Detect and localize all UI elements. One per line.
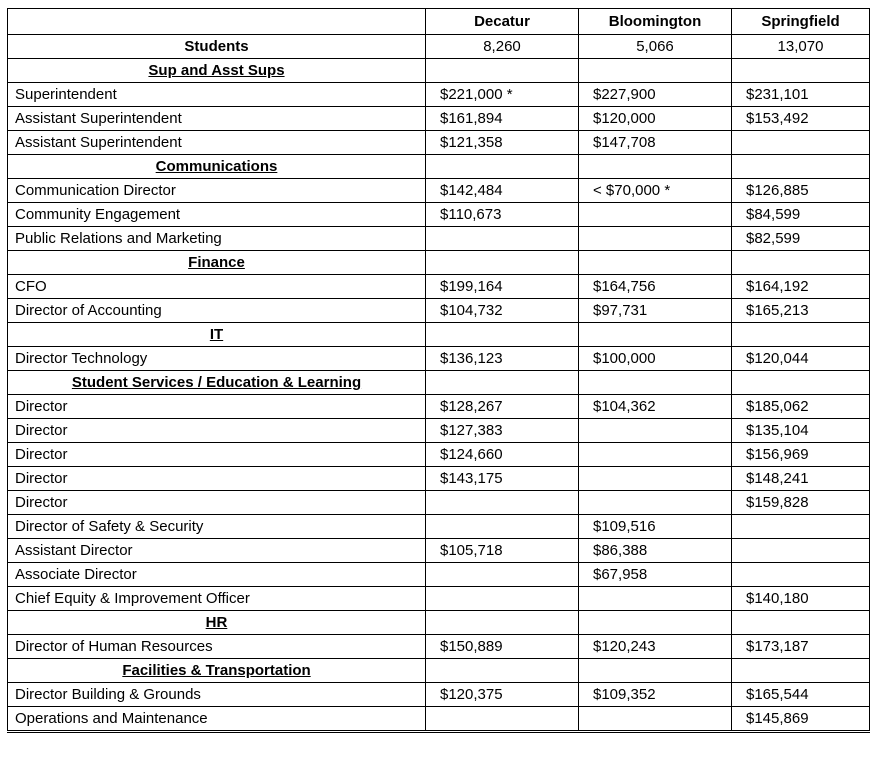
value-cell bbox=[426, 659, 579, 683]
value-cell: $127,383 bbox=[426, 419, 579, 443]
row-label: Assistant Director bbox=[8, 539, 426, 563]
salary-comparison-table bbox=[7, 8, 870, 733]
value-cell: 13,070 bbox=[732, 35, 870, 59]
value-cell bbox=[579, 443, 732, 467]
value-cell bbox=[426, 323, 579, 347]
value-cell: 5,066 bbox=[579, 35, 732, 59]
value-cell: $84,599 bbox=[732, 203, 870, 227]
value-cell bbox=[426, 491, 579, 515]
value-cell bbox=[732, 251, 870, 275]
value-cell: $120,000 bbox=[579, 107, 732, 131]
header-decatur: Decatur bbox=[426, 9, 579, 35]
table-body bbox=[8, 9, 870, 732]
value-cell: $105,718 bbox=[426, 539, 579, 563]
value-cell bbox=[732, 371, 870, 395]
value-cell: $82,599 bbox=[732, 227, 870, 251]
value-cell bbox=[732, 59, 870, 83]
value-cell bbox=[579, 323, 732, 347]
value-cell: $126,885 bbox=[732, 179, 870, 203]
value-cell bbox=[732, 515, 870, 539]
section-header-row bbox=[8, 59, 870, 83]
value-cell bbox=[579, 251, 732, 275]
value-cell: $136,123 bbox=[426, 347, 579, 371]
section-title: Student Services / Education & Learning bbox=[8, 371, 426, 395]
value-cell bbox=[426, 59, 579, 83]
value-cell: $164,756 bbox=[579, 275, 732, 299]
value-cell bbox=[579, 419, 732, 443]
value-cell bbox=[426, 587, 579, 611]
value-cell bbox=[579, 587, 732, 611]
row-label: Director bbox=[8, 467, 426, 491]
value-cell bbox=[579, 707, 732, 732]
row-label: Chief Equity & Improvement Officer bbox=[8, 587, 426, 611]
section-title: Sup and Asst Sups bbox=[8, 59, 426, 83]
value-cell: $104,732 bbox=[426, 299, 579, 323]
row-label: Associate Director bbox=[8, 563, 426, 587]
value-cell: $199,164 bbox=[426, 275, 579, 299]
value-cell: $135,104 bbox=[732, 419, 870, 443]
value-cell: $86,388 bbox=[579, 539, 732, 563]
value-cell: $124,660 bbox=[426, 443, 579, 467]
table-row bbox=[8, 179, 870, 203]
value-cell: $153,492 bbox=[732, 107, 870, 131]
value-cell bbox=[732, 155, 870, 179]
value-cell: $161,894 bbox=[426, 107, 579, 131]
table-row bbox=[8, 419, 870, 443]
value-cell: $67,958 bbox=[579, 563, 732, 587]
row-label: Public Relations and Marketing bbox=[8, 227, 426, 251]
header-row bbox=[8, 9, 870, 35]
value-cell: < $70,000 * bbox=[579, 179, 732, 203]
value-cell: $165,544 bbox=[732, 683, 870, 707]
value-cell bbox=[732, 563, 870, 587]
value-cell bbox=[426, 563, 579, 587]
value-cell bbox=[426, 251, 579, 275]
value-cell: $120,243 bbox=[579, 635, 732, 659]
table-row bbox=[8, 515, 870, 539]
value-cell: $150,889 bbox=[426, 635, 579, 659]
value-cell: $110,673 bbox=[426, 203, 579, 227]
table-row bbox=[8, 347, 870, 371]
row-label: Operations and Maintenance bbox=[8, 707, 426, 732]
table-row bbox=[8, 707, 870, 732]
value-cell: $148,241 bbox=[732, 467, 870, 491]
value-cell bbox=[579, 59, 732, 83]
row-label: Director bbox=[8, 395, 426, 419]
value-cell: $120,044 bbox=[732, 347, 870, 371]
value-cell bbox=[732, 131, 870, 155]
table-row bbox=[8, 131, 870, 155]
section-header-row bbox=[8, 611, 870, 635]
value-cell bbox=[732, 611, 870, 635]
section-header-row bbox=[8, 323, 870, 347]
value-cell bbox=[579, 227, 732, 251]
value-cell: $159,828 bbox=[732, 491, 870, 515]
value-cell bbox=[579, 155, 732, 179]
table-row bbox=[8, 107, 870, 131]
value-cell: $100,000 bbox=[579, 347, 732, 371]
value-cell bbox=[579, 611, 732, 635]
value-cell bbox=[579, 491, 732, 515]
row-label: CFO bbox=[8, 275, 426, 299]
value-cell bbox=[732, 539, 870, 563]
value-cell bbox=[579, 203, 732, 227]
value-cell: $164,192 bbox=[732, 275, 870, 299]
table-row bbox=[8, 683, 870, 707]
value-cell: $221,000 * bbox=[426, 83, 579, 107]
value-cell: $104,362 bbox=[579, 395, 732, 419]
section-header-row bbox=[8, 251, 870, 275]
value-cell: $97,731 bbox=[579, 299, 732, 323]
table-row bbox=[8, 635, 870, 659]
table-row bbox=[8, 443, 870, 467]
section-header-row bbox=[8, 659, 870, 683]
students-row bbox=[8, 35, 870, 59]
table-row bbox=[8, 539, 870, 563]
section-title: Facilities & Transportation bbox=[8, 659, 426, 683]
value-cell bbox=[426, 155, 579, 179]
value-cell bbox=[579, 467, 732, 491]
value-cell: $173,187 bbox=[732, 635, 870, 659]
value-cell: $227,900 bbox=[579, 83, 732, 107]
table-row bbox=[8, 467, 870, 491]
value-cell: $128,267 bbox=[426, 395, 579, 419]
row-label: Assistant Superintendent bbox=[8, 107, 426, 131]
row-label: Director bbox=[8, 419, 426, 443]
table-row bbox=[8, 299, 870, 323]
value-cell: $142,484 bbox=[426, 179, 579, 203]
value-cell: 8,260 bbox=[426, 35, 579, 59]
row-label: Director of Human Resources bbox=[8, 635, 426, 659]
header-bloomington: Bloomington bbox=[579, 9, 732, 35]
value-cell bbox=[579, 371, 732, 395]
row-label: Director of Safety & Security bbox=[8, 515, 426, 539]
table-row bbox=[8, 83, 870, 107]
table-row bbox=[8, 275, 870, 299]
value-cell: $165,213 bbox=[732, 299, 870, 323]
value-cell: $109,352 bbox=[579, 683, 732, 707]
value-cell: $143,175 bbox=[426, 467, 579, 491]
row-label: Assistant Superintendent bbox=[8, 131, 426, 155]
value-cell bbox=[426, 515, 579, 539]
row-label: Students bbox=[8, 35, 426, 59]
value-cell: $147,708 bbox=[579, 131, 732, 155]
value-cell: $109,516 bbox=[579, 515, 732, 539]
value-cell: $140,180 bbox=[732, 587, 870, 611]
row-label: Director bbox=[8, 491, 426, 515]
table-row bbox=[8, 395, 870, 419]
value-cell: $120,375 bbox=[426, 683, 579, 707]
row-label: Director Building & Grounds bbox=[8, 683, 426, 707]
value-cell: $145,869 bbox=[732, 707, 870, 732]
section-title: HR bbox=[8, 611, 426, 635]
value-cell bbox=[426, 707, 579, 732]
section-title: Communications bbox=[8, 155, 426, 179]
row-label: Director of Accounting bbox=[8, 299, 426, 323]
table-row bbox=[8, 563, 870, 587]
section-header-row bbox=[8, 155, 870, 179]
value-cell: $231,101 bbox=[732, 83, 870, 107]
value-cell bbox=[426, 227, 579, 251]
section-title: IT bbox=[8, 323, 426, 347]
value-cell bbox=[426, 611, 579, 635]
row-label: Director Technology bbox=[8, 347, 426, 371]
row-label: Superintendent bbox=[8, 83, 426, 107]
row-label: Community Engagement bbox=[8, 203, 426, 227]
value-cell bbox=[579, 659, 732, 683]
table-row bbox=[8, 227, 870, 251]
table-row bbox=[8, 587, 870, 611]
value-cell: $121,358 bbox=[426, 131, 579, 155]
value-cell: $156,969 bbox=[732, 443, 870, 467]
section-header-row bbox=[8, 371, 870, 395]
section-title: Finance bbox=[8, 251, 426, 275]
value-cell bbox=[732, 659, 870, 683]
row-label: Communication Director bbox=[8, 179, 426, 203]
table-row bbox=[8, 491, 870, 515]
value-cell bbox=[426, 371, 579, 395]
header-cell-blank bbox=[8, 9, 426, 35]
value-cell bbox=[732, 323, 870, 347]
header-springfield: Springfield bbox=[732, 9, 870, 35]
value-cell: $185,062 bbox=[732, 395, 870, 419]
row-label: Director bbox=[8, 443, 426, 467]
table-row bbox=[8, 203, 870, 227]
